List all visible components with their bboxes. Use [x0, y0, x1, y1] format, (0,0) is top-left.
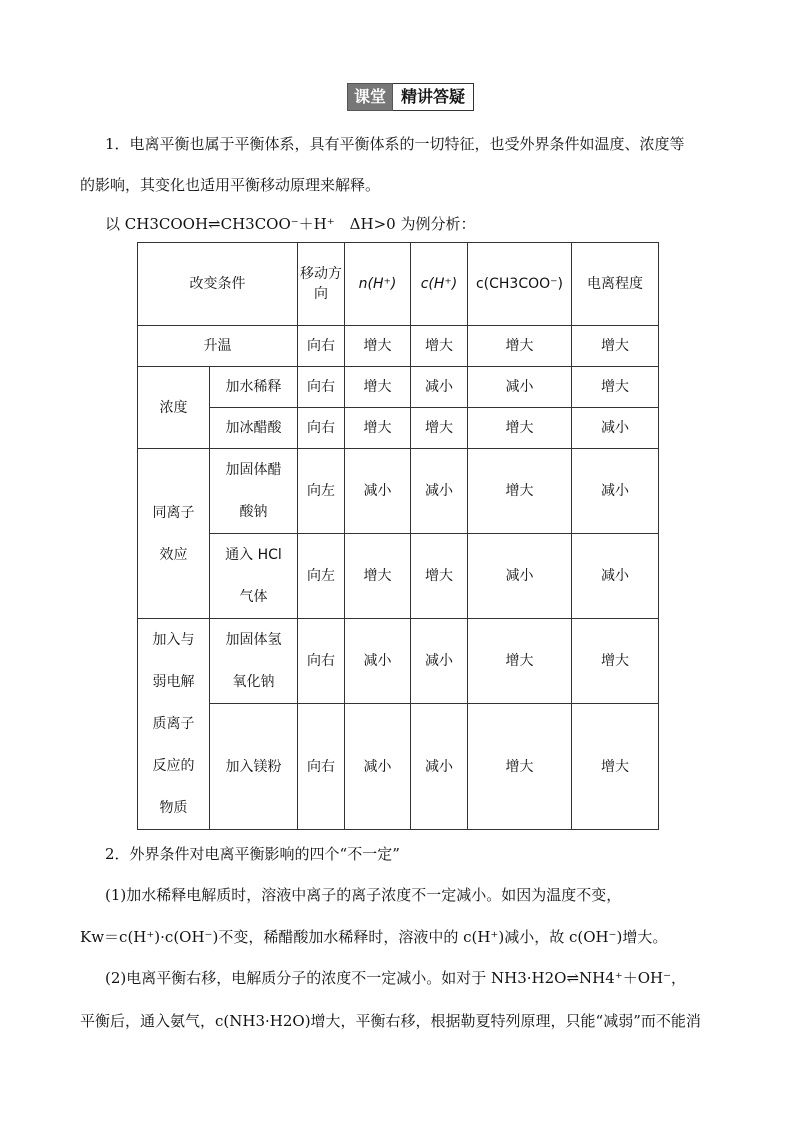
cell-shift: 向右	[298, 408, 345, 449]
cell-c-h: 减小	[411, 367, 468, 408]
section-tag: 课堂	[347, 83, 393, 111]
equilibrium-table	[137, 242, 659, 830]
cell-condition: 加固体醋酸钠	[210, 449, 298, 534]
cell-c-h: 增大	[411, 408, 468, 449]
header-c-h: c(H⁺)	[411, 243, 468, 326]
cell-degree: 增大	[572, 704, 659, 830]
cell-c-h: 减小	[411, 619, 468, 704]
header-c-acetate: c(CH3COO⁻)	[468, 243, 572, 326]
para2-item2-line2: 平衡后，通入氨气，c(NH3·H2O)增大，平衡右移，根据勒夏特列原理，只能“减弱”而不能消	[80, 1012, 701, 1030]
cell-c-acetate: 增大	[468, 408, 572, 449]
cell-n-h: 增大	[345, 534, 411, 619]
header-degree: 电离程度	[572, 243, 659, 326]
cell-group: 浓度	[138, 367, 210, 449]
table-row	[138, 534, 659, 619]
cell-c-h: 增大	[411, 326, 468, 367]
cell-n-h: 减小	[345, 704, 411, 830]
cell-degree: 减小	[572, 449, 659, 534]
cell-shift: 向左	[298, 534, 345, 619]
section-title: 精讲答疑	[393, 83, 474, 111]
cell-degree: 减小	[572, 534, 659, 619]
cell-degree: 增大	[572, 619, 659, 704]
cell-n-h: 增大	[345, 367, 411, 408]
table-row	[138, 326, 659, 367]
example-line: 以 CH3COOH⇌CH3COO⁻＋H⁺ ΔH>0 为例分析：	[105, 215, 476, 233]
cell-degree: 增大	[572, 367, 659, 408]
cell-c-acetate: 增大	[468, 326, 572, 367]
cell-n-h: 减小	[345, 449, 411, 534]
header-n-h: n(H⁺)	[345, 243, 411, 326]
cell-degree: 增大	[572, 326, 659, 367]
cell-shift: 向右	[298, 619, 345, 704]
cell-c-h: 减小	[411, 704, 468, 830]
para2-item2-line1: (2)电离平衡右移，电解质分子的浓度不一定减小。如对于 NH3·H2O⇌NH4⁺＋OH⁻，	[105, 969, 686, 987]
cell-c-h: 增大	[411, 534, 468, 619]
header-shift: 移动方向	[298, 243, 345, 326]
cell-shift: 向右	[298, 367, 345, 408]
table-row	[138, 704, 659, 830]
cell-group: 同离子效应	[138, 449, 210, 619]
cell-n-h: 增大	[345, 326, 411, 367]
table-row	[138, 449, 659, 534]
cell-condition: 加入镁粉	[210, 704, 298, 830]
cell-shift: 向右	[298, 704, 345, 830]
para2-title: 2．外界条件对电离平衡影响的四个“不一定”	[105, 845, 400, 863]
table-row	[138, 367, 659, 408]
cell-c-acetate: 增大	[468, 704, 572, 830]
cell-condition: 加固体氢氧化钠	[210, 619, 298, 704]
cell-condition: 加水稀释	[210, 367, 298, 408]
cell-c-acetate: 减小	[468, 534, 572, 619]
cell-shift: 向左	[298, 449, 345, 534]
cell-group: 加入与弱电解质离子反应的物质	[138, 619, 210, 830]
cell-c-acetate: 减小	[468, 367, 572, 408]
para2-item1-line2: Kw＝c(H⁺)·c(OH⁻)不变，稀醋酸加水稀释时，溶液中的 c(H⁺)减小，故 c(OH⁻)增大。	[80, 928, 668, 946]
cell-condition: 升温	[138, 326, 298, 367]
cell-c-acetate: 增大	[468, 449, 572, 534]
cell-n-h: 增大	[345, 408, 411, 449]
cell-condition: 通入 HCl 气体	[210, 534, 298, 619]
para1-line1: 1．电离平衡也属于平衡体系，具有平衡体系的一切特征，也受外界条件如温度、浓度等	[105, 135, 685, 153]
header-condition: 改变条件	[138, 243, 298, 326]
table-row	[138, 619, 659, 704]
cell-shift: 向右	[298, 326, 345, 367]
para1-line2: 的影响，其变化也适用平衡移动原理来解释。	[80, 176, 381, 194]
para2-item1-line1: (1)加水稀释电解质时，溶液中离子的离子浓度不一定减小。如因为温度不变，	[105, 886, 622, 904]
cell-n-h: 减小	[345, 619, 411, 704]
cell-condition: 加冰醋酸	[210, 408, 298, 449]
cell-degree: 减小	[572, 408, 659, 449]
cell-c-h: 减小	[411, 449, 468, 534]
table-row	[138, 408, 659, 449]
section-header	[347, 83, 474, 111]
cell-c-acetate: 增大	[468, 619, 572, 704]
